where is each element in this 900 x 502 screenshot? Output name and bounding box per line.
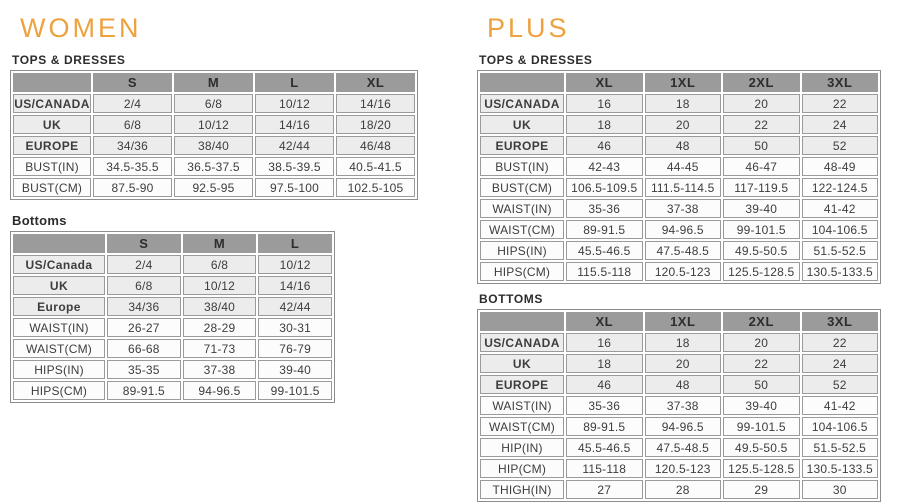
size-value-cell: 42-43 bbox=[566, 157, 643, 176]
size-value-cell: 2/4 bbox=[93, 94, 172, 113]
size-value-cell: 41-42 bbox=[802, 199, 879, 218]
table-row bbox=[13, 360, 332, 379]
table-row bbox=[13, 381, 332, 400]
table-row bbox=[480, 354, 878, 373]
size-value-cell: 22 bbox=[723, 115, 800, 134]
row-label-header-cell bbox=[480, 73, 564, 92]
size-value-cell: 89-91.5 bbox=[566, 220, 643, 239]
size-column-header: 3XL bbox=[802, 312, 879, 331]
row-label: WAIST(CM) bbox=[13, 339, 105, 358]
size-value-cell: 35-35 bbox=[107, 360, 181, 379]
table-row bbox=[13, 255, 332, 274]
size-column-header: XL bbox=[566, 312, 643, 331]
size-value-cell: 22 bbox=[723, 354, 800, 373]
size-column-header: M bbox=[174, 73, 253, 92]
size-value-cell: 120.5-123 bbox=[645, 459, 722, 478]
women-section-heading: WOMEN bbox=[20, 13, 142, 43]
table-row bbox=[13, 94, 415, 113]
size-value-cell: 6/8 bbox=[107, 276, 181, 295]
row-label: HIP(CM) bbox=[480, 459, 564, 478]
size-value-cell: 49.5-50.5 bbox=[723, 438, 800, 457]
size-value-cell: 22 bbox=[802, 94, 879, 113]
table-row bbox=[480, 459, 878, 478]
size-value-cell: 39-40 bbox=[723, 199, 800, 218]
row-label: EUROPE bbox=[13, 136, 91, 155]
row-label: WAIST(CM) bbox=[480, 220, 564, 239]
plus-bottoms-table-title: BOTTOMS bbox=[479, 292, 543, 306]
table-row bbox=[13, 178, 415, 197]
size-value-cell: 6/8 bbox=[93, 115, 172, 134]
size-value-cell: 46-47 bbox=[723, 157, 800, 176]
table-row bbox=[480, 438, 878, 457]
size-value-cell: 104-106.5 bbox=[802, 220, 879, 239]
size-value-cell: 20 bbox=[723, 94, 800, 113]
size-value-cell: 117-119.5 bbox=[723, 178, 800, 197]
row-label: Europe bbox=[13, 297, 105, 316]
size-value-cell: 52 bbox=[802, 136, 879, 155]
size-value-cell: 99-101.5 bbox=[723, 417, 800, 436]
table-row bbox=[480, 480, 878, 499]
row-label: UK bbox=[13, 115, 91, 134]
row-label: WAIST(IN) bbox=[13, 318, 105, 337]
size-value-cell: 14/16 bbox=[258, 276, 332, 295]
row-label-header-cell bbox=[480, 312, 564, 331]
size-value-cell: 35-36 bbox=[566, 396, 643, 415]
size-value-cell: 52 bbox=[802, 375, 879, 394]
size-value-cell: 18 bbox=[645, 94, 722, 113]
size-value-cell: 46 bbox=[566, 375, 643, 394]
size-value-cell: 47.5-48.5 bbox=[645, 241, 722, 260]
size-value-cell: 51.5-52.5 bbox=[802, 438, 879, 457]
size-column-header: L bbox=[258, 234, 332, 253]
plus-tops-table-title: TOPS & DRESSES bbox=[479, 53, 593, 67]
size-value-cell: 34/36 bbox=[93, 136, 172, 155]
row-label: THIGH(IN) bbox=[480, 480, 564, 499]
table-row bbox=[480, 333, 878, 352]
size-column-header: S bbox=[93, 73, 172, 92]
size-value-cell: 26-27 bbox=[107, 318, 181, 337]
women-bottoms-table-title: Bottoms bbox=[12, 213, 67, 228]
size-value-cell: 18 bbox=[566, 115, 643, 134]
size-value-cell: 48-49 bbox=[802, 157, 879, 176]
size-value-cell: 50 bbox=[723, 136, 800, 155]
size-value-cell: 35-36 bbox=[566, 199, 643, 218]
size-column-header: L bbox=[255, 73, 334, 92]
size-column-header: S bbox=[107, 234, 181, 253]
size-value-cell: 37-38 bbox=[183, 360, 257, 379]
row-label: UK bbox=[480, 354, 564, 373]
size-value-cell: 6/8 bbox=[174, 94, 253, 113]
size-value-cell: 76-79 bbox=[258, 339, 332, 358]
size-value-cell: 38/40 bbox=[183, 297, 257, 316]
size-value-cell: 36.5-37.5 bbox=[174, 157, 253, 176]
size-column-header: 2XL bbox=[723, 73, 800, 92]
size-table-header-row bbox=[13, 234, 332, 253]
size-value-cell: 50 bbox=[723, 375, 800, 394]
size-value-cell: 16 bbox=[566, 94, 643, 113]
table-row bbox=[480, 241, 878, 260]
size-value-cell: 20 bbox=[723, 333, 800, 352]
size-value-cell: 29 bbox=[723, 480, 800, 499]
size-value-cell: 16 bbox=[566, 333, 643, 352]
size-value-cell: 18/20 bbox=[336, 115, 415, 134]
size-value-cell: 49.5-50.5 bbox=[723, 241, 800, 260]
size-value-cell: 120.5-123 bbox=[645, 262, 722, 281]
size-value-cell: 99-101.5 bbox=[723, 220, 800, 239]
size-value-cell: 45.5-46.5 bbox=[566, 438, 643, 457]
size-value-cell: 99-101.5 bbox=[258, 381, 332, 400]
plus-bottoms-size-table bbox=[477, 309, 881, 502]
size-value-cell: 20 bbox=[645, 115, 722, 134]
row-label: WAIST(IN) bbox=[480, 199, 564, 218]
size-value-cell: 115-118 bbox=[566, 459, 643, 478]
size-value-cell: 94-96.5 bbox=[645, 220, 722, 239]
size-value-cell: 22 bbox=[802, 333, 879, 352]
size-value-cell: 18 bbox=[566, 354, 643, 373]
size-value-cell: 28 bbox=[645, 480, 722, 499]
row-label-header-cell bbox=[13, 234, 105, 253]
size-value-cell: 6/8 bbox=[183, 255, 257, 274]
table-row bbox=[480, 178, 878, 197]
size-value-cell: 20 bbox=[645, 354, 722, 373]
size-value-cell: 42/44 bbox=[255, 136, 334, 155]
size-value-cell: 125.5-128.5 bbox=[723, 459, 800, 478]
size-value-cell: 34/36 bbox=[107, 297, 181, 316]
women-size-section bbox=[10, 0, 422, 403]
table-row bbox=[13, 115, 415, 134]
size-value-cell: 115.5-118 bbox=[566, 262, 643, 281]
row-label: WAIST(CM) bbox=[480, 417, 564, 436]
table-row bbox=[480, 94, 878, 113]
row-label: US/CANADA bbox=[13, 94, 91, 113]
size-column-header: XL bbox=[566, 73, 643, 92]
row-label: BUST(CM) bbox=[480, 178, 564, 197]
row-label: HIPS(CM) bbox=[480, 262, 564, 281]
size-value-cell: 18 bbox=[645, 333, 722, 352]
size-column-header: 1XL bbox=[645, 73, 722, 92]
size-value-cell: 47.5-48.5 bbox=[645, 438, 722, 457]
size-column-header: 1XL bbox=[645, 312, 722, 331]
size-column-header: M bbox=[183, 234, 257, 253]
row-label: HIPS(CM) bbox=[13, 381, 105, 400]
plus-tops-size-table bbox=[477, 70, 881, 284]
size-value-cell: 10/12 bbox=[255, 94, 334, 113]
row-label: HIP(IN) bbox=[480, 438, 564, 457]
size-value-cell: 48 bbox=[645, 136, 722, 155]
table-row bbox=[480, 136, 878, 155]
row-label: US/Canada bbox=[13, 255, 105, 274]
row-label: BUST(IN) bbox=[480, 157, 564, 176]
size-value-cell: 42/44 bbox=[258, 297, 332, 316]
size-value-cell: 102.5-105 bbox=[336, 178, 415, 197]
size-value-cell: 41-42 bbox=[802, 396, 879, 415]
size-value-cell: 44-45 bbox=[645, 157, 722, 176]
size-value-cell: 37-38 bbox=[645, 199, 722, 218]
plus-section-heading: PLUS bbox=[487, 13, 570, 43]
size-value-cell: 130.5-133.5 bbox=[802, 262, 879, 281]
size-value-cell: 10/12 bbox=[258, 255, 332, 274]
size-value-cell: 97.5-100 bbox=[255, 178, 334, 197]
size-column-header: 3XL bbox=[802, 73, 879, 92]
women-tops-size-table bbox=[10, 70, 418, 200]
size-table-header-row bbox=[480, 312, 878, 331]
row-label: HIPS(IN) bbox=[480, 241, 564, 260]
table-row bbox=[13, 276, 332, 295]
size-value-cell: 71-73 bbox=[183, 339, 257, 358]
table-row bbox=[13, 297, 332, 316]
size-table-header-row bbox=[13, 73, 415, 92]
size-value-cell: 40.5-41.5 bbox=[336, 157, 415, 176]
size-value-cell: 37-38 bbox=[645, 396, 722, 415]
table-row bbox=[13, 318, 332, 337]
plus-size-section bbox=[477, 0, 892, 502]
table-row bbox=[480, 199, 878, 218]
size-value-cell: 27 bbox=[566, 480, 643, 499]
size-value-cell: 92.5-95 bbox=[174, 178, 253, 197]
size-table-header-row bbox=[480, 73, 878, 92]
size-value-cell: 94-96.5 bbox=[183, 381, 257, 400]
size-value-cell: 45.5-46.5 bbox=[566, 241, 643, 260]
row-label: UK bbox=[480, 115, 564, 134]
size-value-cell: 38/40 bbox=[174, 136, 253, 155]
size-column-header: 2XL bbox=[723, 312, 800, 331]
table-row bbox=[480, 396, 878, 415]
row-label: US/CANADA bbox=[480, 94, 564, 113]
women-bottoms-size-table bbox=[10, 231, 335, 403]
row-label: EUROPE bbox=[480, 375, 564, 394]
table-row bbox=[480, 115, 878, 134]
table-row bbox=[480, 417, 878, 436]
table-row bbox=[480, 220, 878, 239]
size-value-cell: 38.5-39.5 bbox=[255, 157, 334, 176]
size-value-cell: 104-106.5 bbox=[802, 417, 879, 436]
size-value-cell: 30 bbox=[802, 480, 879, 499]
size-value-cell: 106.5-109.5 bbox=[566, 178, 643, 197]
size-value-cell: 130.5-133.5 bbox=[802, 459, 879, 478]
size-value-cell: 14/16 bbox=[255, 115, 334, 134]
size-value-cell: 94-96.5 bbox=[645, 417, 722, 436]
size-value-cell: 66-68 bbox=[107, 339, 181, 358]
size-value-cell: 122-124.5 bbox=[802, 178, 879, 197]
table-row bbox=[480, 157, 878, 176]
row-label: BUST(IN) bbox=[13, 157, 91, 176]
women-tops-table-title: TOPS & DRESSES bbox=[12, 53, 126, 67]
size-value-cell: 39-40 bbox=[723, 396, 800, 415]
size-value-cell: 10/12 bbox=[183, 276, 257, 295]
size-value-cell: 125.5-128.5 bbox=[723, 262, 800, 281]
size-value-cell: 30-31 bbox=[258, 318, 332, 337]
size-value-cell: 34.5-35.5 bbox=[93, 157, 172, 176]
size-value-cell: 89-91.5 bbox=[107, 381, 181, 400]
size-value-cell: 14/16 bbox=[336, 94, 415, 113]
table-row bbox=[480, 375, 878, 394]
row-label-header-cell bbox=[13, 73, 91, 92]
size-value-cell: 46/48 bbox=[336, 136, 415, 155]
size-value-cell: 24 bbox=[802, 115, 879, 134]
size-value-cell: 111.5-114.5 bbox=[645, 178, 722, 197]
size-value-cell: 24 bbox=[802, 354, 879, 373]
table-row bbox=[480, 262, 878, 281]
size-value-cell: 28-29 bbox=[183, 318, 257, 337]
size-value-cell: 39-40 bbox=[258, 360, 332, 379]
size-value-cell: 89-91.5 bbox=[566, 417, 643, 436]
row-label: BUST(CM) bbox=[13, 178, 91, 197]
table-row bbox=[13, 157, 415, 176]
size-value-cell: 51.5-52.5 bbox=[802, 241, 879, 260]
row-label: HIPS(IN) bbox=[13, 360, 105, 379]
size-value-cell: 2/4 bbox=[107, 255, 181, 274]
table-row bbox=[13, 339, 332, 358]
row-label: EUROPE bbox=[480, 136, 564, 155]
size-column-header: XL bbox=[336, 73, 415, 92]
row-label: WAIST(IN) bbox=[480, 396, 564, 415]
row-label: US/CANADA bbox=[480, 333, 564, 352]
size-value-cell: 48 bbox=[645, 375, 722, 394]
size-value-cell: 46 bbox=[566, 136, 643, 155]
size-value-cell: 87.5-90 bbox=[93, 178, 172, 197]
size-value-cell: 10/12 bbox=[174, 115, 253, 134]
table-row bbox=[13, 136, 415, 155]
row-label: UK bbox=[13, 276, 105, 295]
